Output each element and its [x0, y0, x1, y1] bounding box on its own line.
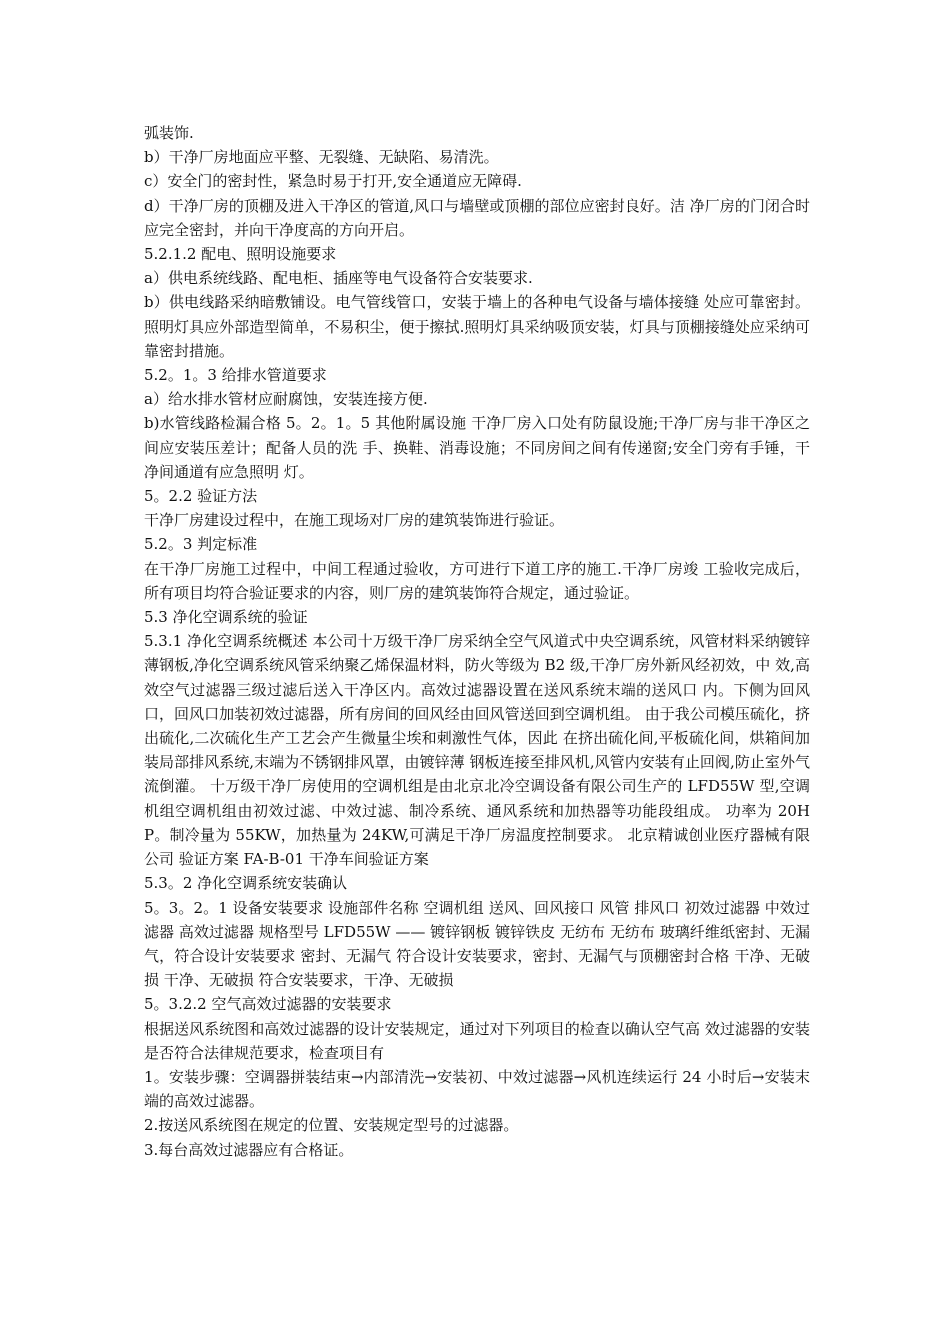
- paragraph-power-lines: b）供电线路采纳暗敷铺设。电气管线管口，安装于墙上的各种电气设备与墙体接缝 处应可靠密封。照明灯具应外部造型简单，不易积尘，便于擦拭.照明灯具采纳吸顶安装，灯具与顶棚接缝处应采纳可靠密封措施。: [144, 293, 810, 360]
- paragraph-hvac-overview: 5.3.1 净化空调系统概述 本公司十万级干净厂房采纳全空气风道式中央空调系统，风管材料采纳镀锌薄钢板,净化空调系统风管采纳聚乙烯保温材料，防火等级为 B2 级,干净厂房外新风经初效，中 效,高效空气过滤器三级过滤后送入干净区内。高效过滤器设置在送风系统末端的送风口 内。下侧为回风口，回风口加装初效过滤器，所有房间的回风经由回风管送回到空调机组。 由于我公司模压硫化，挤出硫化,二次硫化生产工艺会产生微量尘埃和刺激性气体，因此 在挤出硫化间,平板硫化间，烘箱间加装局部排风系统,末端为不锈钢排风罩，由镀锌薄 钢板连接至排风机,风管内安装有止回阀,防止室外气流倒灌。 十万级干净厂房使用的空调机组是由北京北冷空调设备有限公司生产的 LFD55W 型,空调机组空调机组由初效过滤、中效过滤、制冷系统、通风系统和加热器等功能段组成。 功率为 20HP。制冷量为 55KW，加热量为 24KW,可满足干净厂房温度控制要求。 北京精诚创业医疗器械有限公司 验证方案 FA-B-01 干净车间验证方案: [144, 632, 810, 869]
- paragraph-acceptance-criteria: 在干净厂房施工过程中，中间工程通过验收，方可进行下道工序的施工.干净厂房竣 工验收完成后，所有项目均符合验证要求的内容，则厂房的建筑装饰符合规定，通过验证。: [144, 559, 810, 602]
- paragraph-floor-requirement: b）干净厂房地面应平整、无裂缝、无缺陷、易清洗。: [144, 148, 499, 167]
- document-page: [144, 121, 810, 1162]
- paragraph-water-pipes: a）给水排水管材应耐腐蚀，安装连接方便.: [144, 390, 428, 409]
- list-item-filter-position: 2.按送风系统图在规定的位置、安装规定型号的过滤器。: [144, 1116, 519, 1135]
- heading-5-2-2: 5。2.2 验证方法: [144, 487, 258, 506]
- paragraph-power-system: a）供电系统线路、配电柜、插座等电气设备符合安装要求.: [144, 269, 533, 288]
- paragraph-verification-method: 干净厂房建设过程中，在施工现场对厂房的建筑装饰进行验证。: [144, 511, 565, 530]
- paragraph-leak-test-facilities: b)水管线路检漏合格 5。2。1。5 其他附属设施 干净厂房入口处有防鼠设施;干净厂房与非干净区之间应安装压差计；配备人员的洗 手、换鞋、消毒设施；不同房间之间有传递窗;安全门旁有手锤，干净间通道有应急照明 灯。: [144, 414, 810, 481]
- paragraph-hepa-check: 根据送风系统图和高效过滤器的设计安装规定，通过对下列项目的检查以确认空气高 效过滤器的安装是否符合法律规范要求，检查项目有: [144, 1019, 810, 1062]
- heading-5-2-1-2: 5.2.1.2 配电、照明设施要求: [144, 245, 337, 264]
- list-item-certificate: 3.每台高效过滤器应有合格证。: [144, 1140, 354, 1159]
- paragraph-safety-door: c）安全门的密封性，紧急时易于打开,安全通道应无障碍.: [144, 172, 522, 191]
- paragraph-ceiling-sealing: d）干净厂房的顶棚及进入干净区的管道,风口与墙壁或顶棚的部位应密封良好。洁 净厂房的门闭合时应完全密封，并向干净度高的方向开启。: [144, 196, 810, 239]
- paragraph-decoration-end: 弧装饰.: [144, 124, 194, 142]
- list-item-install-steps: 1。安装步骤：空调器拼装结束→内部清洗→安装初、中效过滤器→风机连续运行 24 小时后→安装末端的高效过滤器。: [144, 1067, 810, 1111]
- heading-5-3-2-2: 5。3.2.2 空气高效过滤器的安装要求: [144, 995, 392, 1014]
- heading-5-3: 5.3 净化空调系统的验证: [144, 608, 308, 627]
- heading-5-3-2: 5.3。2 净化空调系统安装确认: [144, 874, 348, 893]
- heading-5-2-1-3: 5.2。1。3 给排水管道要求: [144, 366, 327, 385]
- paragraph-equipment-install: 5。3。2。1 设备安装要求 设施部件名称 空调机组 送风、回风接口 风管 排风口 初效过滤器 中效过滤器 高效过滤器 规格型号 LFD55W —— 镀锌钢板 镀锌铁皮 无纺布 无纺布 玻璃纤维纸密封、无漏气，符合设计安装要求 密封、无漏气 符合设计安装要求，密封、无漏气与顶棚密封合格 干净、无破损 干净、无破损 符合安装要求，干净、无破损: [144, 898, 810, 990]
- heading-5-2-3: 5.2。3 判定标准: [144, 535, 258, 554]
